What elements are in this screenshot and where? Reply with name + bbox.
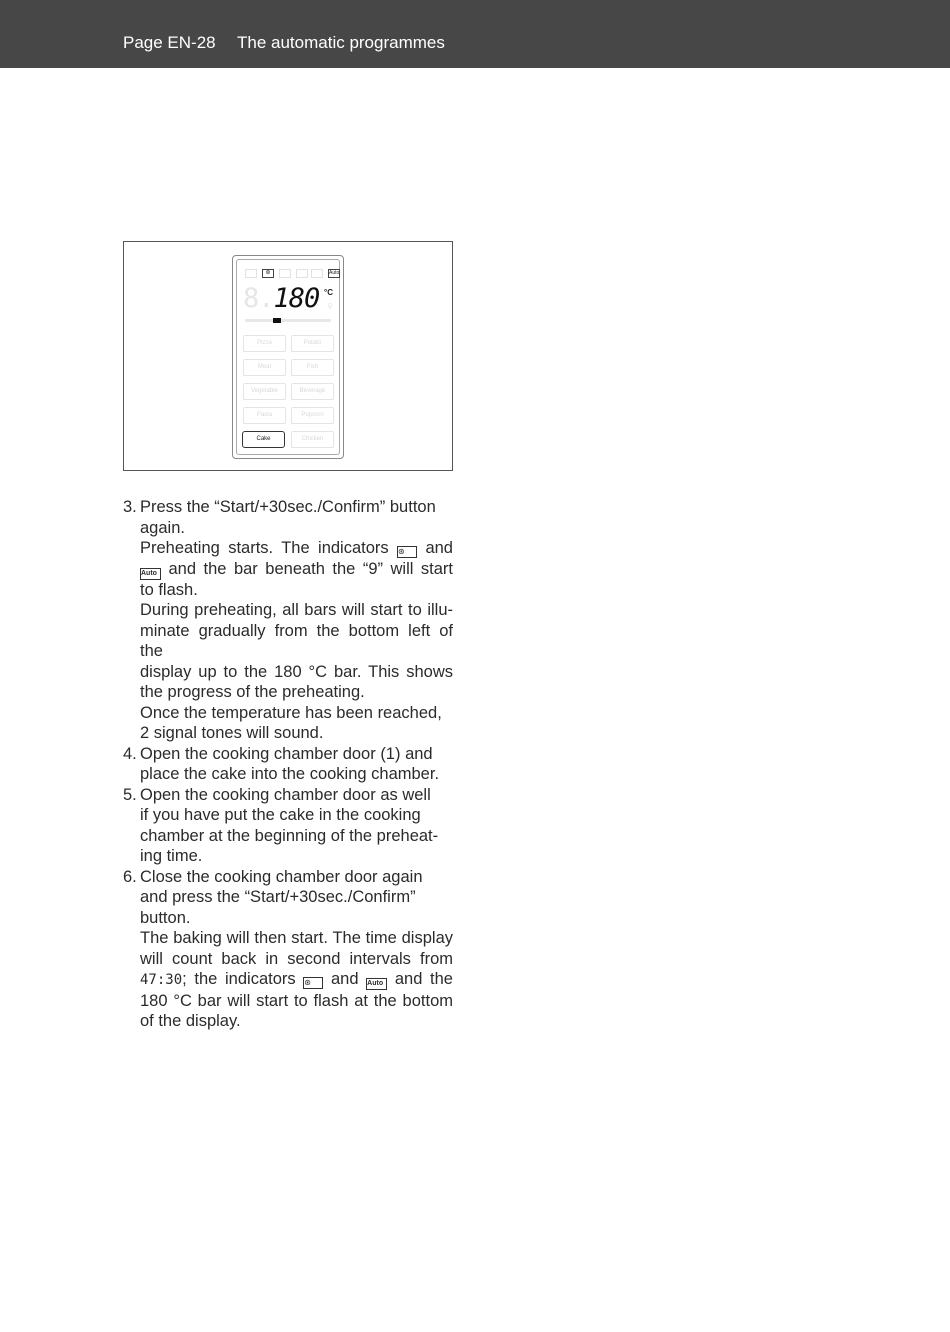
indicator-microwave bbox=[245, 269, 257, 278]
step-line: The baking will then start. The time display bbox=[140, 929, 453, 947]
step-line: Auto and the bar beneath the “9” will start bbox=[141, 559, 453, 578]
display-value: 180 bbox=[273, 283, 320, 314]
step-line: Once the temperature has been reached, bbox=[140, 703, 442, 722]
fan-icon: ⊛ bbox=[397, 546, 417, 558]
vegetable-button[interactable]: Vegetable bbox=[243, 383, 286, 400]
control-panel-figure bbox=[123, 241, 453, 471]
indicator-defrost bbox=[311, 269, 323, 278]
step-line: chamber at the beginning of the preheat- bbox=[140, 826, 439, 845]
page-header bbox=[0, 0, 950, 68]
step-line: button. bbox=[140, 908, 191, 927]
step-line: if you have put the cake in the cooking bbox=[140, 806, 421, 824]
pasta-button[interactable]: Pasta bbox=[243, 407, 286, 424]
step-line: 2 signal tones will sound. bbox=[140, 724, 324, 742]
step-line: ing time. bbox=[140, 847, 203, 865]
indicator-grill bbox=[279, 269, 291, 278]
step-line: again. bbox=[140, 518, 185, 537]
step-line: 180 °C bar will start to flash at the bottom bbox=[140, 991, 453, 1010]
instructions bbox=[123, 497, 453, 1032]
step-line: Open the cooking chamber door as well bbox=[140, 785, 431, 804]
auto-icon: Auto bbox=[140, 568, 161, 580]
step-line: and press the “Start/+30sec./Confirm” bbox=[140, 888, 416, 906]
gram-unit: g bbox=[328, 302, 332, 309]
beverage-button[interactable]: Beverage bbox=[291, 383, 334, 400]
fan-indicator-icon: ⊛ bbox=[262, 269, 274, 278]
step-line: minate gradually from the bottom left of the bbox=[140, 621, 453, 660]
popcorn-button[interactable]: Popcorn bbox=[291, 407, 334, 424]
control-panel bbox=[232, 255, 344, 459]
step-number: 4. bbox=[123, 744, 137, 763]
progress-bar-marker bbox=[273, 318, 281, 323]
indicator-row bbox=[245, 269, 340, 277]
step-number: 3. bbox=[123, 498, 137, 516]
step-3 bbox=[123, 497, 453, 744]
meat-button[interactable]: Meat bbox=[243, 359, 286, 376]
section-title: The automatic programmes bbox=[237, 33, 445, 52]
potato-button[interactable]: Potato bbox=[291, 335, 334, 352]
step-line: Preheating starts. The indicators ⊛ and bbox=[140, 539, 453, 557]
fish-button[interactable]: Fish bbox=[291, 359, 334, 376]
control-panel-inner bbox=[236, 259, 340, 455]
step-line: 47:30; the indicators ⊛ and Auto and the bbox=[140, 970, 453, 988]
step-line: will count back in second intervals from bbox=[140, 949, 453, 968]
progress-bar-track bbox=[245, 319, 331, 322]
step-number: 5. bbox=[123, 785, 137, 804]
page-number: Page EN-28 bbox=[123, 33, 216, 52]
auto-icon: Auto bbox=[366, 978, 387, 990]
display-dim-digit: 8. bbox=[243, 283, 274, 314]
step-line: Close the cooking chamber door again bbox=[140, 867, 423, 886]
step-line: Open the cooking chamber door (1) and bbox=[140, 744, 433, 763]
cake-button[interactable]: Cake bbox=[242, 431, 285, 448]
fan-icon: ⊛ bbox=[303, 977, 323, 989]
auto-indicator-icon: Auto bbox=[329, 270, 340, 276]
step-line: During preheating, all bars will start to illu- bbox=[140, 601, 453, 619]
celsius-unit: °C bbox=[324, 288, 333, 297]
step-line: of the display. bbox=[140, 1012, 241, 1030]
step-6 bbox=[123, 867, 453, 1032]
temperature-display bbox=[243, 284, 319, 314]
step-line: place the cake into the cooking chamber. bbox=[140, 765, 440, 783]
indicator-combi bbox=[296, 269, 308, 278]
chicken-button[interactable]: Chicken bbox=[291, 431, 334, 448]
pizza-button[interactable]: Pizza bbox=[243, 335, 286, 352]
step-4 bbox=[123, 744, 453, 785]
step-line: display up to the 180 °C bar. This shows bbox=[140, 662, 453, 681]
step-line: the progress of the preheating. bbox=[140, 683, 365, 701]
step-5 bbox=[123, 785, 453, 867]
step-line: Press the “Start/+30sec./Confirm” button bbox=[140, 498, 436, 516]
time-display: 47:30 bbox=[140, 972, 183, 988]
step-number: 6. bbox=[123, 867, 137, 886]
step-line: to flash. bbox=[140, 580, 198, 599]
